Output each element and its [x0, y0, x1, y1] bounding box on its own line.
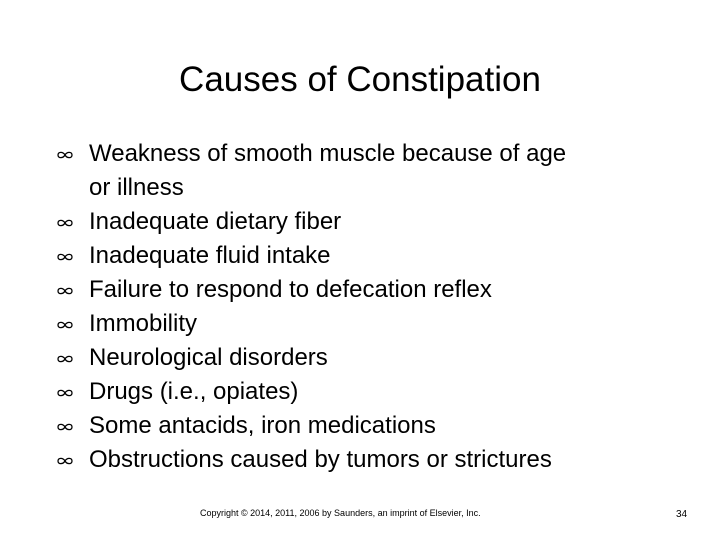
- bullet-list: [56, 137, 696, 477]
- infinity-icon: [56, 286, 74, 296]
- bullet-text-line: Some antacids, iron medications: [89, 412, 436, 439]
- slide-title: Causes of Constipation: [179, 60, 541, 99]
- bullet-text-line: Obstructions caused by tumors or strictures: [89, 446, 552, 473]
- bullet-item: [56, 273, 696, 307]
- bullet-text-line: Weakness of smooth muscle because of age: [89, 140, 567, 167]
- infinity-icon: [56, 388, 74, 398]
- infinity-icon: [56, 354, 74, 364]
- infinity-icon: [56, 456, 74, 466]
- bullet-item: [56, 239, 696, 273]
- infinity-icon: [56, 320, 74, 330]
- infinity-icon: [56, 422, 74, 432]
- bullet-item: [56, 443, 696, 477]
- bullet-text-line: or illness: [89, 174, 184, 201]
- bullet-text-line: Failure to respond to defecation reflex: [89, 276, 492, 303]
- bullet-text-line: Immobility: [89, 310, 198, 337]
- bullet-text-line: Inadequate dietary fiber: [89, 208, 342, 235]
- bullet-item: [56, 341, 696, 375]
- bullet-text-line: Inadequate fluid intake: [89, 242, 331, 269]
- infinity-icon: [56, 252, 74, 262]
- infinity-icon: [56, 218, 74, 228]
- infinity-icon: [56, 150, 74, 160]
- bullet-item: [56, 137, 696, 205]
- bullet-item: [56, 375, 696, 409]
- bullet-text-line: Neurological disorders: [89, 344, 328, 371]
- bullet-text-line: Drugs (i.e., opiates): [89, 378, 299, 405]
- page-number: 34: [676, 509, 688, 520]
- bullet-item: [56, 205, 696, 239]
- bullet-item: [56, 307, 696, 341]
- bullet-item: [56, 409, 696, 443]
- copyright-footer: Copyright © 2014, 2011, 2006 by Saunders, an imprint of Elsevier, Inc.: [200, 508, 481, 518]
